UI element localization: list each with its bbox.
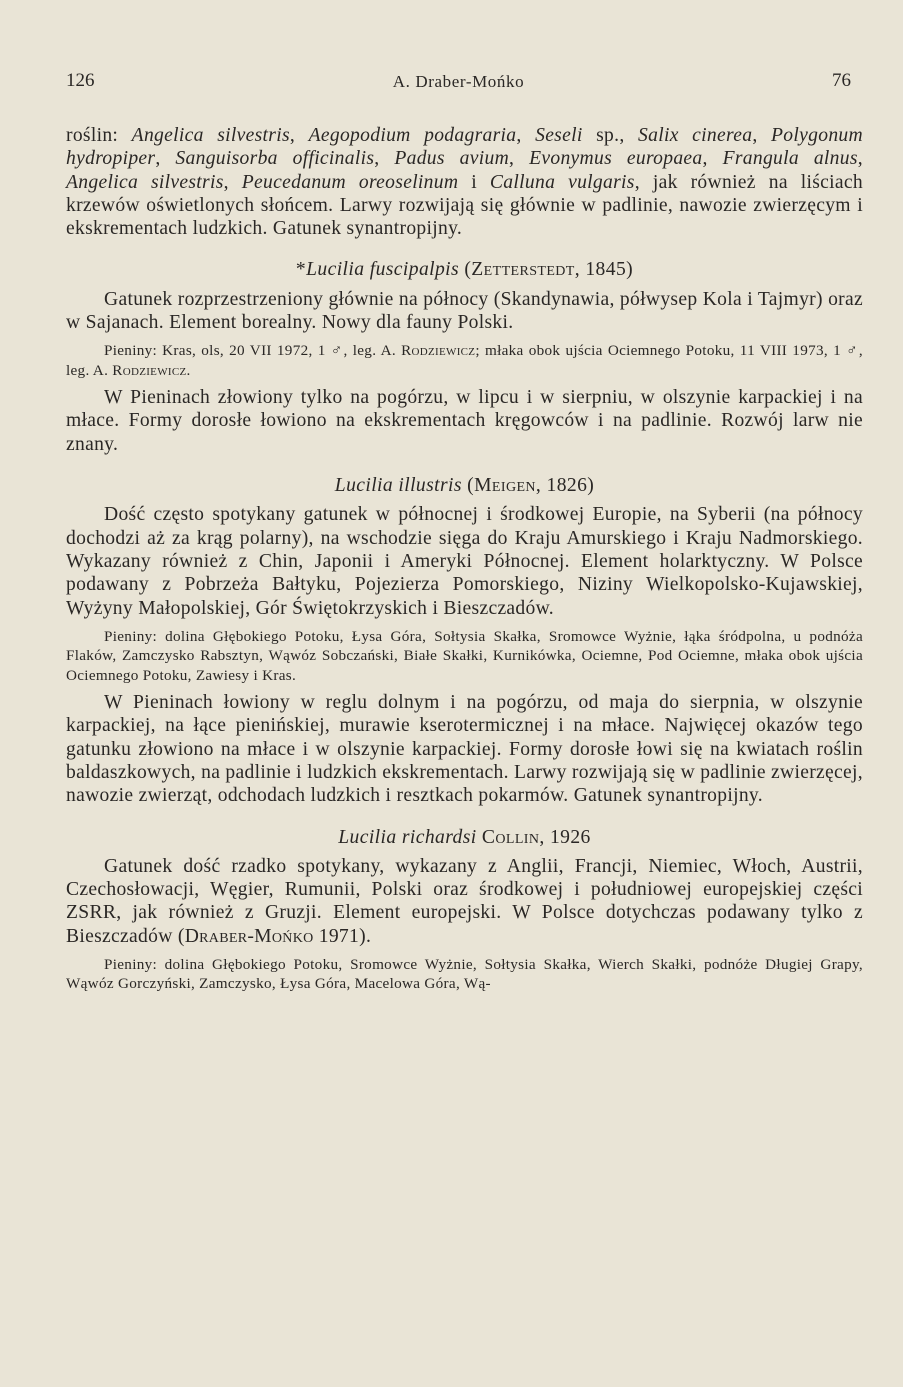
records-illustris: Pieniny: dolina Głębokiego Potoku, Łysa Góra, Sołtysia Skałka, Sromowce Wyżnie, łąka śródpolna, u podnóża Flaków, Zamczysko Rabsztyn, Wąwóz Sobczański, Białe Skałki, Kurnikówka, Ociemne, Pod Ociemne, młaka obok ujścia Ociemnego Potoku, Zawiesy i Kras.: [66, 627, 863, 684]
species-heading-richardsi: Lucilia richardsi Collin, 1926: [338, 826, 591, 848]
paragraph-host-plants: roślin: Angelica silvestris, Aegopodium podagraria, Seseli sp., Salix cinerea, Polygonum hydropiper, Sanguisorba officinalis, Padus avium, Evonymus europaea, Frangula alnus, Angelica silvestris, Peucedanum oreoselinum i Calluna vulgaris, jak również na liściach krzewów oświetlonych słońcem. Larwy rozwijają się głównie w padlinie, nawozie zwierzęcym i ekskrementach ludzkich. Gatunek synantropijny.: [66, 125, 863, 240]
article-body: [66, 124, 863, 994]
page-number: 126: [66, 70, 95, 91]
page-header: [66, 70, 851, 100]
records-richardsi: Pieniny: dolina Głębokiego Potoku, Sromowce Wyżnie, Sołtysia Skałka, Wierch Skałki, podnóże Długiej Grapy, Wąwóz Gorczyński, Zamczysko, Łysa Góra, Macelowa Góra, Wą-: [66, 956, 863, 993]
paragraph-biology-illustris: W Pieninach łowiony w reglu dolnym i na pogórzu, od maja do sierpnia, w olszynie karpackiej, na łące pienińskiej, murawie kserotermicznej i na młace. Najwięcej okazów tego gatunku złowiono na młace i w olszynie karpackiej. Formy dorosłe łowi się na kwiatach roślin baldaszkowych, na padlinie i ludzkich ekskrementach. Larwy rozwijają się w padlinie zwierzęcej, nawozie zwierząt, odchodach ludzkich i resztkach pokarmów. Gatunek synantropijny.: [66, 692, 863, 807]
paragraph-distribution-richardsi: Gatunek dość rzadko spotykany, wykazany z Anglii, Francji, Niemiec, Włoch, Austrii, Czechosłowacji, Węgier, Rumunii, Polski oraz środkowej i południowej europejskiej części ZSRR, jak również z Gruzji. Element europejski. W Polsce dotychczas podawany tylko z Bieszczadów (Draber-Mońko 1971).: [66, 855, 863, 947]
paragraph-distribution-illustris: Dość często spotykany gatunek w północnej i środkowej Europie, na Syberii (na północy dochodzi aż za krąg polarny), na wschodzie sięga do Kraju Amurskiego i Kraju Nadmorskiego. Wykazany również z Chin, Japonii i Ameryki Północnej. Element holarktyczny. W Polsce podawany z Pobrzeża Bałtyku, Pojezierza Pomorskiego, Niziny Wielkopolsko-Kujawskiej, Wyżyny Małopolskiej, Gór Świętokrzyskich i Bieszczadów.: [66, 504, 863, 619]
records-fuscipalpis: Pieniny: Kras, ols, 20 VII 1972, 1 ♂, leg. A. Rodziewicz; młaka obok ujścia Ociemnego Potoku, 11 VIII 1973, 1 ♂, leg. A. Rodziewicz.: [66, 342, 863, 379]
paragraph-distribution-fuscipalpis: Gatunek rozprzestrzeniony głównie na północy (Skandynawia, półwysep Kola i Tajmyr) oraz w Sajanach. Element borealny. Nowy dla fauny Polski.: [66, 288, 863, 334]
running-head: A. Draber-Mońko: [392, 72, 525, 91]
journal-page-number: 76: [832, 70, 851, 91]
paragraph-biology-fuscipalpis: W Pieninach złowiony tylko na pogórzu, w lipcu i w sierpniu, w olszynie karpackiej i na młace. Formy dorosłe łowiono na ekskrementach kręgowców i na padlinie. Rozwój larw nie znany.: [66, 387, 863, 455]
species-heading-illustris: Lucilia illustris (Meigen, 1826): [334, 475, 595, 497]
species-heading-fuscipalpis: *Lucilia fuscipalpis (Zetterstedt, 1845): [295, 259, 634, 281]
